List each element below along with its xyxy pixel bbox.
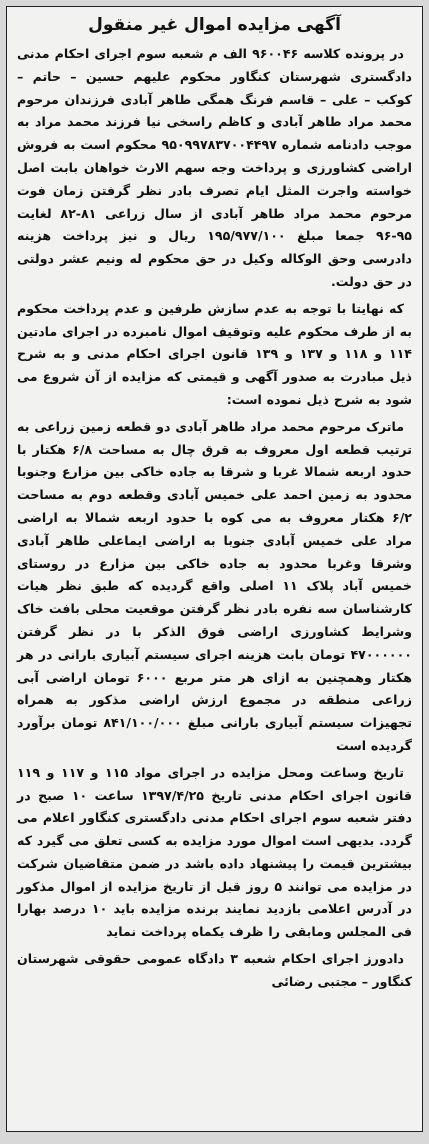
legal-notice-clipping: [6, 6, 423, 1132]
notice-signature: دادورز اجرای احکام شعبه ۳ دادگاه عمومی حقوقی شهرستان کنگاور – مجتبی رضائی: [17, 951, 412, 989]
notice-paragraph-auction-terms: تاریخ وساعت ومحل مزایده در اجرای مواد ۱۱۵ و ۱۱۷ و ۱۱۹ قانون اجرای احکام مدنی تاریخ ۱۳۹۷/۴/۲۵ ساعت ۱۰ صبح در دفتر شعبه سوم اجرای احکام مدنی دادگستری کنگاور اعلام می گردد. بدیهی است اموال مورد مزایده به کسی تعلق می گیرد که بیشترین قیمت را پیشنهاد داده باشد در ضمن متقاضیان شرکت در مزایده می توانند ۵ روز قبل از تاریخ مزایده از اموال مذکور در آدرس اعلامی بازدید نمایند برنده مزایده باید ۱۰ درصد بهارا فی المجلس ومابقی را ظرف یکماه پرداخت نماید: [17, 764, 412, 940]
notice-title: آگهی مزایده اموال غیر منقول: [88, 15, 341, 35]
notice-paragraph-property-description: ماترک مرحوم محمد مراد طاهر آبادی دو قطعه زمین زراعی به ترتیب قطعه اول معروف به قرق چال به مساحت ۶/۸ هکتار با حدود اربعه شمالا غربا و شرقا به جاده خاکی بین مزارع وجنوبا محدود به زمین احمد علی خمیس آبادی وقطعه دوم به مساحت ۶/۲ هکتار معروف به می کوه با حدود اربعه شمالا به اراضی مراد علی خمیس آبادی جنوبا به اراضی ایماعلی طاهر آبادی وشرقا وغربا محدود به جاده خاکی بین مزارع در روستای خمیس آباد پلاک ۱۱ اصلی واقع گردیده که طبق نظر هیات کارشناسان سه نفره بادر نظر گرفتن موقعیت محلی بافت خاک وشرایط کشاورزی اراضی فوق الذکر با در نظر گرفتن ۴۷۰۰۰۰۰۰ تومان بابت هزینه اجرای سیستم آبیاری بارانی در هر هکتار وهمچنین به ازای هر متر مربع ۶۰۰۰ تومان اراضی آبی زراعی منطقه در مجموع ارزش اراضی مذکور به همراه تجهیزات سیستم آبیاری بارانی مبلغ ۸۴۱/۱۰۰/۰۰۰ تومان برآورد گردیده است: [17, 418, 413, 753]
notice-paragraph-legal-basis: که نهایتا با توجه به عدم سازش طرفین و عدم پرداخت محکوم به از طرف محکوم علیه وتوقیف اموال نامبرده در اجرای مادتین ۱۱۴ و ۱۱۸ و ۱۳۷ و ۱۳۹ قانون اجرای احکام مدنی و به شرح ذیل مبادرت به صدور آگهی و قیمتی که مزایده از آن شروع می شود به شرح ذیل نموده است:: [17, 300, 412, 407]
notice-paragraph-case: در پرونده کلاسه ۹۶۰۰۴۶ الف م شعبه سوم اجرای احکام مدنی دادگستری شهرستان کنگاور محکوم علیهم حسین – حاتم – کوکب – علی – قاسم فرنگ همگی طاهر آبادی فرزندان مرحوم محمد مراد طاهر آبادی و کاظم راسخی نیا فرزند محمد مراد به موجب دادنامه شماره ۹۵۰۹۹۷۸۳۷۰۰۴۴۹۷ محکوم است به فروش اراضی کشاورزی و پرداخت وجه سهم الارث خواهان بابت اصل خواسته واجرت المثل ایام تصرف بادر نظر گرفتن زمان فوت مرحوم محمد مراد طاهر آبادی از سال زراعی ۸۱-۸۲ لغایت ۹۵-۹۶ جمعا مبلغ ۱۹۵/۹۷۷/۱۰۰ ریال و نیز پرداخت هزینه دادرسی وحق الوکاله وکیل در حق محکوم له ونیم عشر دولتی در حق دولت.: [17, 46, 412, 289]
